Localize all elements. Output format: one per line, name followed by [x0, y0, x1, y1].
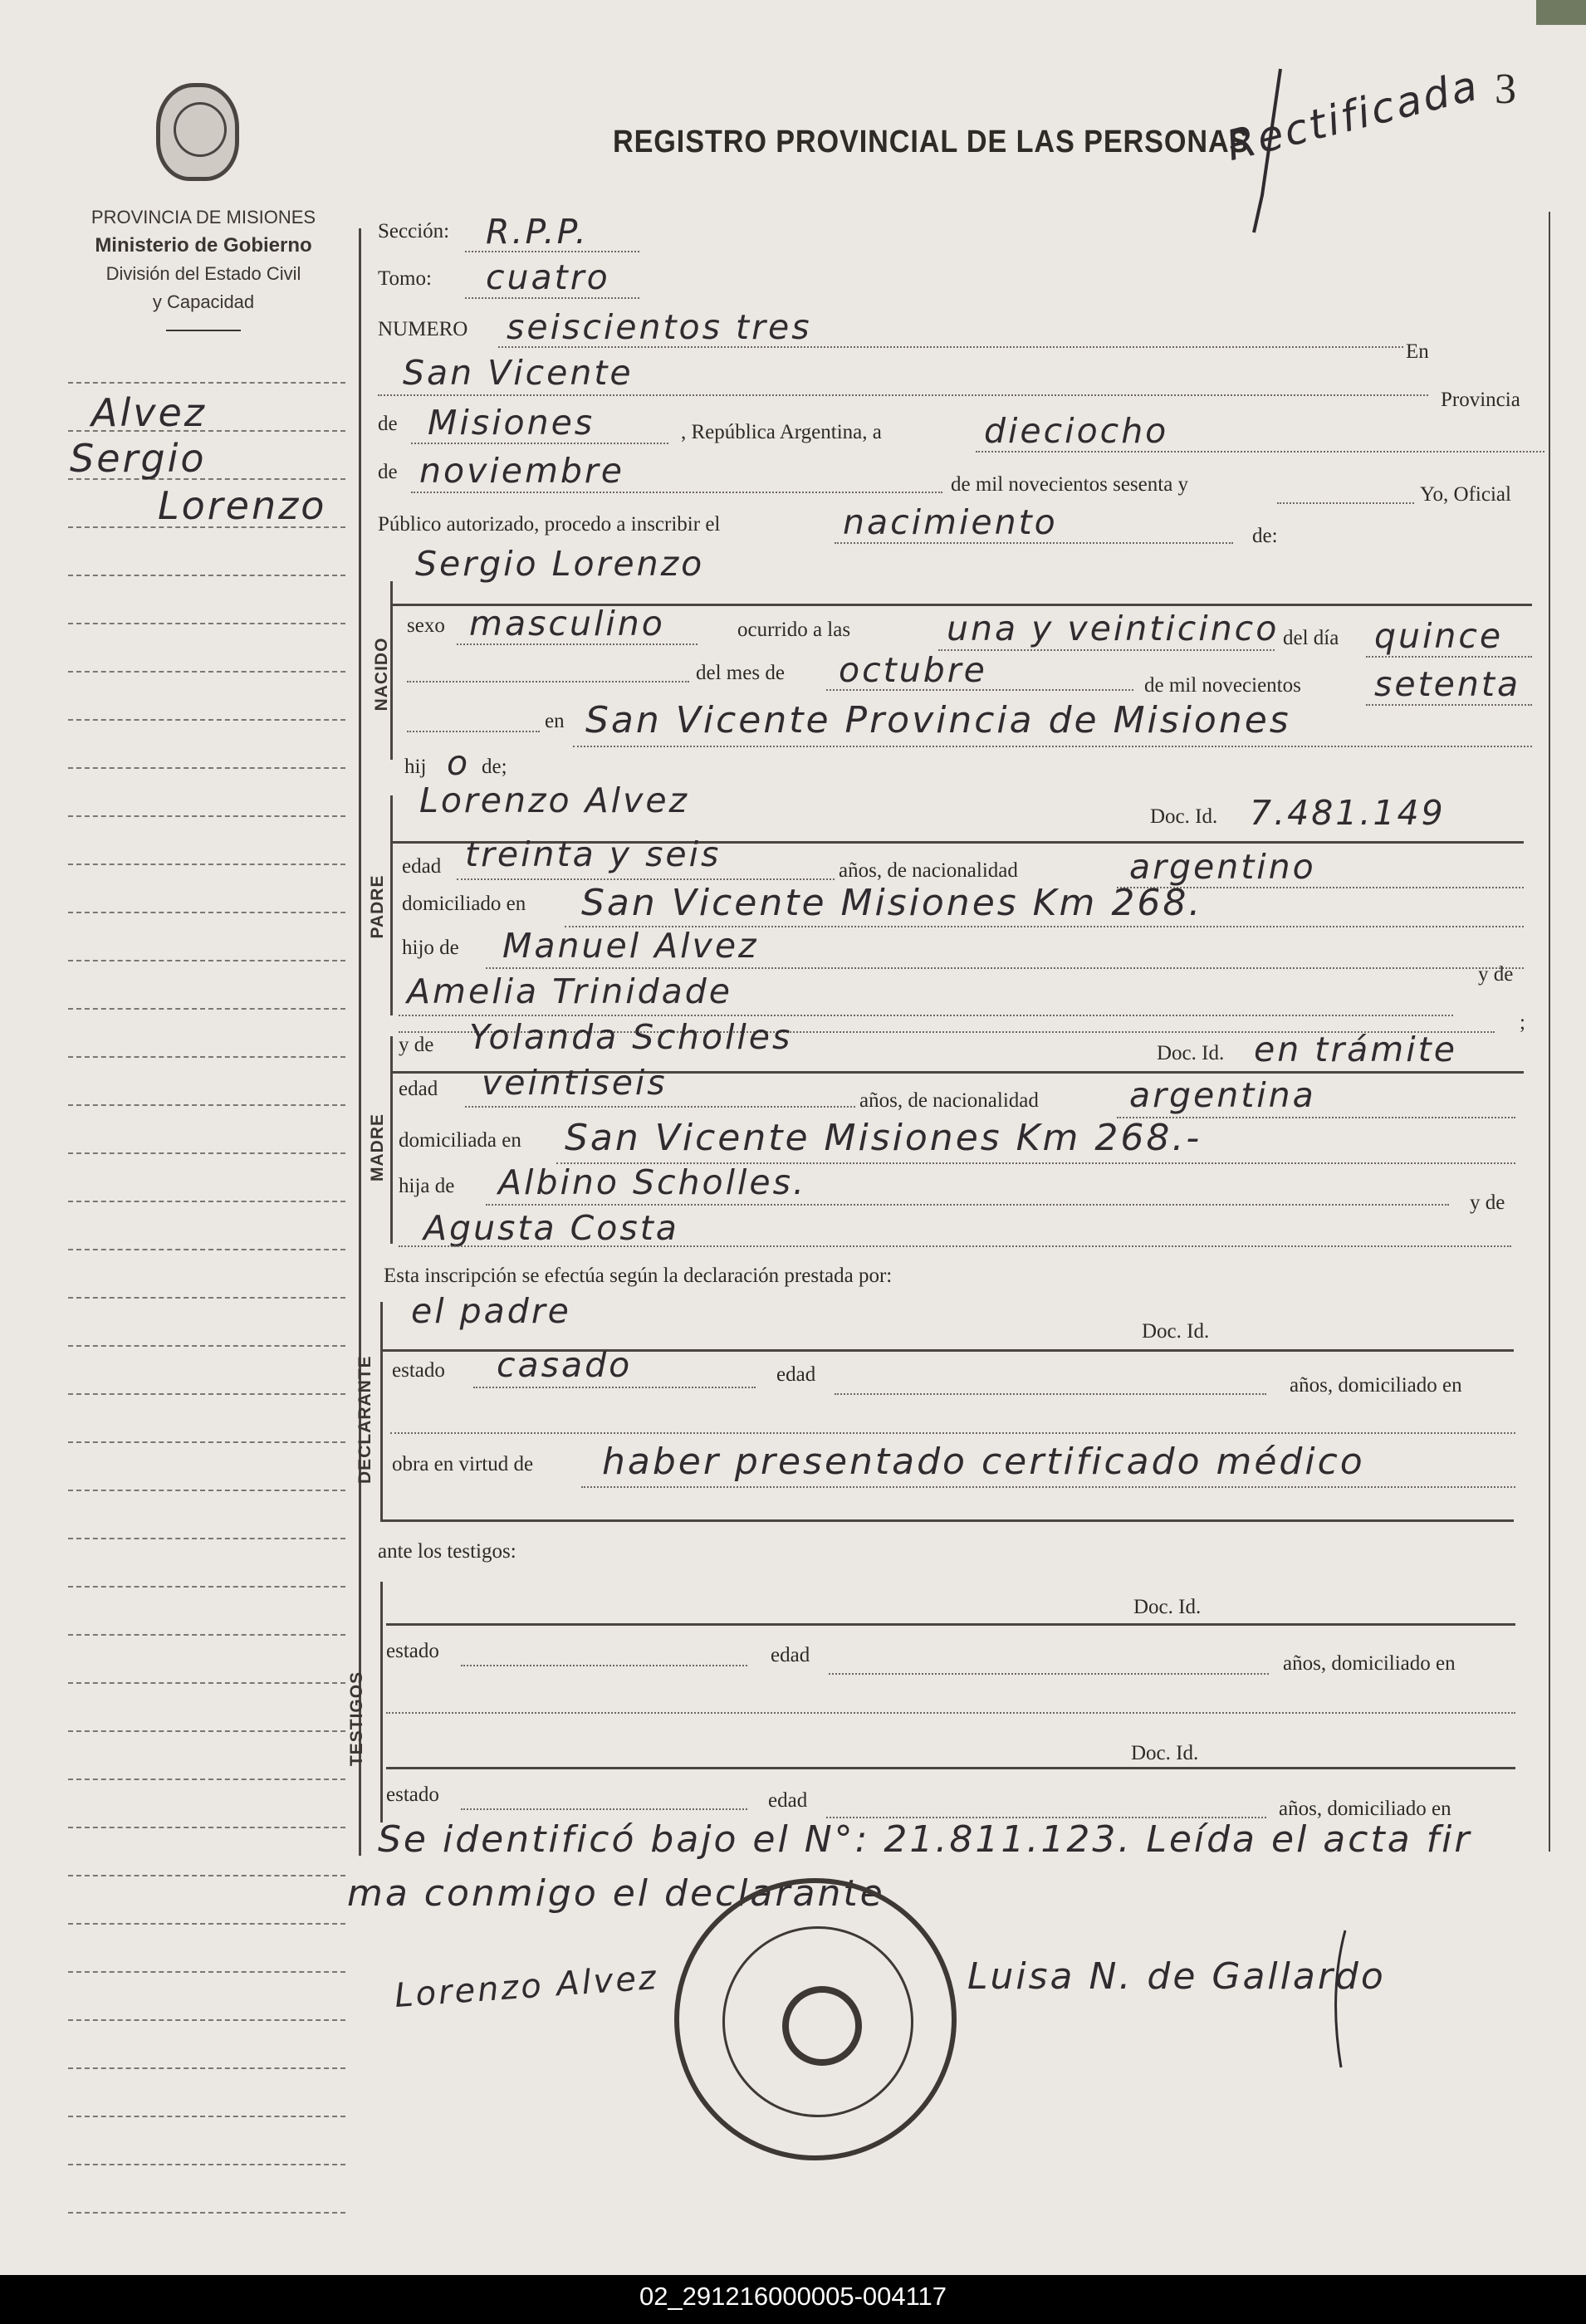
semicolon-label: ; — [1520, 1011, 1525, 1034]
margin-rule — [68, 719, 345, 721]
mes-nac-value: octubre — [839, 650, 987, 690]
margin-rule — [68, 1008, 345, 1010]
hij-suffix-value: o — [447, 743, 471, 783]
padre-side-label: PADRE — [368, 874, 387, 939]
padre-doc-value: 7.481.149 — [1250, 793, 1446, 833]
del-mes-label: del mes de — [696, 662, 785, 684]
numero-line — [498, 346, 1403, 348]
madre-doc-label: Doc. Id. — [1157, 1042, 1225, 1064]
padre-nombre-value: Lorenzo Alvez — [419, 780, 690, 820]
declarante-side-label: DECLARANTE — [355, 1355, 374, 1484]
mes-value: noviembre — [419, 451, 624, 491]
margin-rule — [68, 1971, 345, 1973]
margin-rule — [68, 623, 345, 624]
testigo1-edad-label: edad — [771, 1644, 810, 1666]
padre-madre-line — [399, 1015, 1453, 1016]
testigo1-estado-line — [461, 1665, 747, 1666]
testigo2-line — [386, 1767, 1515, 1769]
republica-label: , República Argentina, a — [681, 421, 882, 443]
seccion-value: R.P.P. — [486, 212, 589, 252]
padre-edad-value: treinta y seis — [465, 834, 722, 874]
testigo2-doc-label: Doc. Id. — [1131, 1742, 1199, 1764]
margin-first-name: Sergio — [70, 436, 207, 481]
padre-padre-line — [486, 967, 1524, 969]
margin-rule — [68, 815, 345, 817]
margin-rule — [68, 2212, 345, 2214]
declarante-estado-label: estado — [392, 1359, 445, 1382]
padre-dom-label: domiciliado en — [402, 893, 526, 915]
testigo1-dom-line — [386, 1712, 1515, 1714]
padre-nac-label: años, de nacionalidad — [839, 859, 1018, 882]
testigo1-edad-line — [829, 1673, 1269, 1675]
de-label-2: de — [378, 461, 398, 483]
margin-rule — [68, 1152, 345, 1154]
nota-line-2: ma conmigo el declarante — [347, 1872, 885, 1915]
testigo2-anios-label: años, domiciliado en — [1279, 1798, 1451, 1820]
margin-rule — [68, 1827, 345, 1828]
margin-rule — [68, 1345, 345, 1347]
tomo-label: Tomo: — [378, 267, 432, 290]
oficial-signature: Luisa N. de Gallardo — [967, 1955, 1386, 1998]
declarante-value: el padre — [411, 1291, 571, 1331]
sesenta-label: de mil novecientos sesenta y — [951, 473, 1189, 496]
obra-label: obra en virtud de — [392, 1453, 534, 1475]
acto-value: nacimiento — [843, 502, 1058, 542]
mes-nac-line — [826, 689, 1133, 691]
dia-nac-value: quince — [1374, 616, 1504, 656]
testigo1-line — [386, 1623, 1515, 1626]
de-colon-label: de: — [1252, 525, 1278, 547]
margin-rule — [68, 1875, 345, 1876]
document-title: REGISTRO PROVINCIAL DE LAS PERSONAS — [613, 125, 1250, 159]
declarante-signature: Lorenzo Alvez — [393, 1958, 660, 2016]
ocurrido-label: ocurrido a las — [737, 619, 851, 641]
province-emblem — [156, 83, 239, 181]
margin-rule — [68, 1249, 345, 1250]
padre-nacionalidad-value: argentino — [1129, 847, 1316, 887]
lugar-value: San Vicente — [403, 353, 634, 393]
de-mil-label: de mil novecientos — [1144, 674, 1301, 697]
declarante-bottom-line — [380, 1519, 1514, 1522]
margin-rule — [68, 1297, 345, 1299]
madre-padre-line — [486, 1204, 1449, 1206]
mes-line — [411, 492, 942, 493]
madre-domicilio-value: San Vicente Misiones Km 268.- — [565, 1117, 1202, 1159]
dia-nac-line — [1366, 656, 1532, 658]
padre-bracket — [390, 795, 393, 1015]
obra-line — [581, 1486, 1515, 1488]
madre-nacionalidad-value: argentina — [1129, 1075, 1316, 1115]
nacido-side-label: NACIDO — [372, 637, 391, 712]
margin-rule — [68, 671, 345, 673]
margin-rule — [68, 1730, 345, 1732]
provincia-line — [411, 443, 668, 444]
margin-second-name: Lorenzo — [158, 483, 327, 528]
numero-value: seiscientos tres — [507, 307, 812, 347]
margin-rule — [68, 2164, 345, 2165]
margin-rule — [68, 1056, 345, 1058]
issuer-division: División del Estado Civil — [105, 263, 301, 284]
madre-edad-value: veintiseis — [482, 1063, 668, 1103]
madre-nac-label: años, de nacionalidad — [859, 1089, 1039, 1112]
sexo-value: masculino — [469, 604, 665, 643]
margin-rule — [68, 2067, 345, 2069]
declarante-estado-value: casado — [497, 1345, 633, 1385]
padre-doc-label: Doc. Id. — [1150, 805, 1218, 828]
esta-inscripcion-label: Esta inscripción se efectúa según la declaración prestada por: — [384, 1265, 893, 1287]
madre-padre-value: Albino Scholles. — [498, 1162, 806, 1202]
hora-line — [938, 649, 1275, 651]
margin-rule — [68, 2019, 345, 2021]
testigo1-anios-label: años, domiciliado en — [1283, 1652, 1456, 1675]
padre-madre-value: Amelia Trinidade — [407, 971, 733, 1011]
signature-flourish — [1295, 1926, 1387, 2076]
margin-rule — [68, 1201, 345, 1202]
margin-surname: Alvez — [91, 390, 207, 435]
padre-domicilio-value: San Vicente Misiones Km 268. — [581, 882, 1203, 924]
padre-edad-line — [457, 878, 835, 880]
declarante-edad-line — [835, 1393, 1266, 1395]
madre-nombre-value: Yolanda Scholles — [469, 1017, 793, 1057]
declarante-edad-label: edad — [776, 1363, 816, 1386]
y-de-madre-label: y de — [399, 1034, 434, 1056]
madre-dom-label: domiciliada en — [399, 1129, 521, 1152]
margin-rule — [68, 864, 345, 865]
provincia-value: Misiones — [428, 403, 595, 443]
madre-edad-label: edad — [399, 1078, 438, 1100]
footer-id: 02_291216000005-004117 — [639, 2282, 947, 2311]
lugar-nac-line — [573, 746, 1532, 747]
margin-rule — [68, 2116, 345, 2117]
y-de-label-2: y de — [1470, 1191, 1505, 1214]
madre-madre-line — [399, 1245, 1511, 1247]
issuer-underline — [166, 330, 241, 331]
madre-hija-label: hija de — [399, 1175, 455, 1197]
margin-rule — [68, 575, 345, 576]
margin-rule — [68, 1441, 345, 1443]
hij-label: hij — [404, 756, 427, 778]
margin-rule — [68, 1923, 345, 1925]
sexo-line — [457, 643, 698, 645]
nota-line-1: Se identificó bajo el N°: 21.811.123. Leída el acta fir — [378, 1818, 1472, 1861]
madre-edad-line — [465, 1106, 855, 1108]
numero-label: NUMERO — [378, 318, 468, 340]
dia-line — [976, 451, 1544, 453]
padre-padre-value: Manuel Alvez — [502, 926, 759, 966]
anio-nac-value: setenta — [1374, 664, 1521, 704]
ante-testigos-label: ante los testigos: — [378, 1540, 516, 1563]
testigo2-edad-label: edad — [768, 1789, 808, 1812]
en-label: En — [1406, 340, 1429, 363]
testigos-bracket — [380, 1582, 383, 1823]
testigo2-estado-label: estado — [386, 1783, 439, 1806]
oficial-label: Yo, Oficial — [1420, 483, 1511, 506]
margin-rule — [68, 1682, 345, 1684]
mes-nac-lead — [407, 681, 689, 683]
obra-value: haber presentado certificado médico — [602, 1441, 1365, 1483]
tomo-value: cuatro — [486, 257, 610, 297]
provincia-label: Provincia — [1441, 389, 1520, 411]
sexo-label: sexo — [407, 614, 445, 637]
margin-rule — [68, 1778, 345, 1780]
hora-value: una y veinticinco — [947, 609, 1280, 648]
sesenta-line — [1277, 502, 1414, 504]
margin-rule — [68, 1490, 345, 1491]
declarante-doc-label: Doc. Id. — [1142, 1320, 1210, 1343]
binding-edge — [1536, 0, 1586, 25]
issuer-province: PROVINCIA DE MISIONES — [91, 207, 316, 228]
publico-label: Público autorizado, procedo a inscribir el — [378, 513, 721, 536]
lugar-nac-value: San Vicente Provincia de Misiones — [585, 699, 1291, 741]
margin-rule — [68, 1586, 345, 1588]
margin-rule — [68, 1538, 345, 1539]
testigo1-estado-label: estado — [386, 1640, 439, 1662]
margin-rule — [68, 382, 345, 384]
acto-line — [835, 542, 1233, 544]
seccion-label: Sección: — [378, 220, 450, 242]
declarante-dom-line — [390, 1432, 1515, 1434]
padre-hijo-label: hijo de — [402, 937, 459, 959]
issuer-block — [58, 203, 349, 316]
issuer-ministry: Ministerio de Gobierno — [95, 234, 312, 257]
lugar-line — [378, 394, 1428, 396]
margin-rule — [68, 1393, 345, 1395]
right-frame — [1549, 212, 1550, 1852]
margin-rule — [68, 767, 345, 769]
declarante-bracket — [380, 1302, 383, 1522]
testigo1-doc-label: Doc. Id. — [1133, 1596, 1202, 1618]
madre-doc-value: en trámite — [1254, 1030, 1457, 1069]
dia-value: dieciocho — [984, 411, 1169, 451]
seccion-line — [465, 251, 639, 252]
padre-edad-label: edad — [402, 855, 442, 878]
margin-rule — [68, 912, 345, 913]
y-de-label-1: y de — [1478, 963, 1514, 986]
margin-rule — [68, 1104, 345, 1106]
testigos-side-label: TESTIGOS — [347, 1671, 366, 1767]
de-label-1: de — [378, 413, 398, 435]
official-seal — [674, 1878, 957, 2160]
del-dia-label: del día — [1283, 627, 1339, 649]
de-semicolon-label: de; — [482, 756, 507, 778]
madre-bracket — [390, 1036, 393, 1244]
en-label-2: en — [545, 710, 565, 732]
declarante-anios-label: años, domiciliado en — [1290, 1374, 1462, 1397]
madre-madre-value: Agusta Costa — [423, 1208, 679, 1248]
declarante-estado-line — [473, 1387, 756, 1388]
margin-rule — [68, 1634, 345, 1636]
testigo2-estado-line — [461, 1808, 747, 1810]
nombre-value: Sergio Lorenzo — [415, 544, 705, 584]
annotation-stroke — [1229, 62, 1295, 245]
rectificada-annotation: Rectificada — [1221, 61, 1485, 171]
page-number: 3 — [1495, 66, 1516, 113]
lugar-nac-lead — [407, 731, 540, 732]
margin-rule — [68, 960, 345, 961]
tomo-line — [465, 297, 639, 299]
anio-nac-line — [1366, 704, 1532, 706]
issuer-capacity: y Capacidad — [152, 291, 255, 312]
main-divider — [359, 228, 361, 1856]
madre-side-label: MADRE — [368, 1113, 387, 1182]
